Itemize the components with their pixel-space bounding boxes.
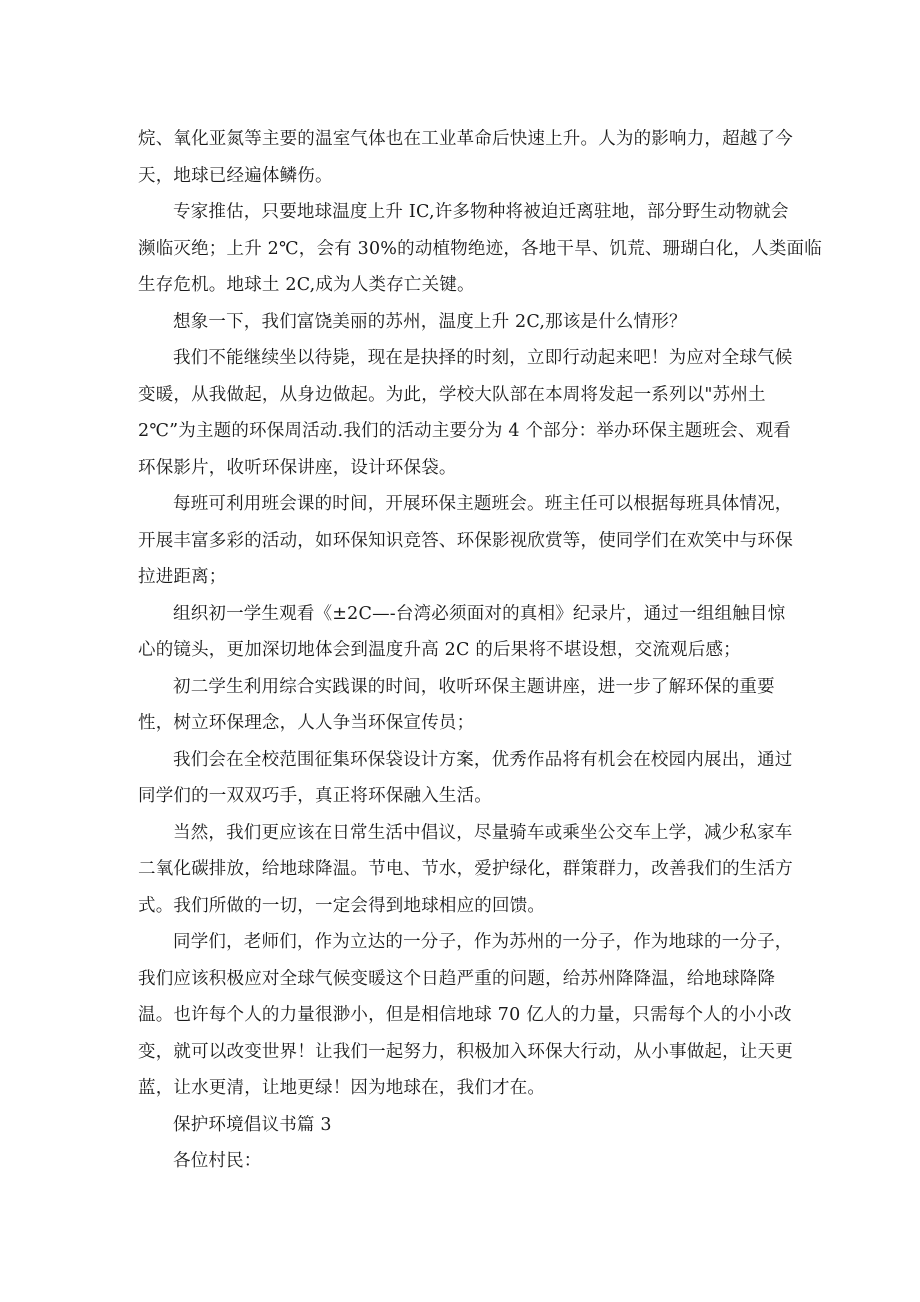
paragraph-line: 初二学生利用综合实践课的时间，收听环保主题讲座，进一步了解环保的重要	[173, 676, 775, 697]
paragraph	[138, 340, 793, 486]
paragraph-line: 保护环境倡议书篇 3	[173, 1114, 332, 1135]
paragraph-line: 当然，我们更应该在日常生活中倡议，尽量骑车或乘坐公交车上学，减少私家车	[173, 822, 793, 843]
paragraph-line: 我们应该积极应对全球气候变暖这个日趋严重的问题，给苏州降降温，给地球降降	[138, 968, 776, 989]
paragraph-line: 同学们，老师们，作为立达的一分子，作为苏州的一分子，作为地球的一分子，	[173, 932, 793, 952]
paragraph-line: 每班可利用班会课的时间，开展环保主题班会。班主任可以根据每班具体情况，	[173, 494, 793, 514]
paragraph-line: 蓝，让水更清，让地更绿！因为地球在，我们才在。	[138, 1078, 546, 1098]
paragraph-line: 变，就可以改变世界！让我们一起努力，积极加入环保大行动，从小事做起，让天更	[138, 1041, 793, 1062]
paragraph	[138, 1143, 778, 1180]
paragraph-line: 我们不能继续坐以待毙，现在是抉择的时刻，立即行动起来吧！为应对全球气候	[173, 348, 793, 368]
paragraph	[138, 669, 778, 742]
paragraph	[138, 1107, 778, 1144]
paragraph	[138, 486, 793, 596]
paragraph-line: 式。我们所做的一切，一定会得到地球相应的回馈。	[138, 895, 546, 916]
paragraph-line: 拉进距离；	[138, 567, 227, 587]
document-body	[138, 121, 822, 1180]
paragraph-line: 生存危机。地球土 2C,成为人类存亡关键。	[138, 275, 475, 295]
paragraph	[138, 304, 778, 341]
paragraph-line: 二氧化碳排放，给地球降温。节电、节水，爱护绿化，群策群力，改善我们的生活方	[138, 859, 793, 879]
paragraph-line: 烷、氧化亚氮等主要的温室气体也在工业革命后快速上升。人为的影响力，超越了今	[138, 129, 793, 149]
paragraph-line: 环保影片，收听环保讲座，设计环保袋。	[138, 457, 457, 478]
paragraph-line: 同学们的一双双巧手，真正将环保融入生活。	[138, 786, 492, 806]
paragraph-line: 开展丰富多彩的活动，如环保知识竞答、环保影视欣赏等，使同学们在欢笑中与环保	[138, 530, 793, 551]
paragraph-line: 想象一下，我们富饶美丽的苏州，温度上升 2C,那该是什么情形？	[173, 311, 687, 332]
paragraph-line: 天，地球已经遍体鳞伤。	[138, 165, 333, 186]
paragraph-line: 濒临灭绝；上升 2℃，会有 30%的动植物绝迹，各地干旱、饥荒、珊瑚白化，人类面临	[138, 238, 822, 259]
paragraph	[138, 742, 793, 815]
paragraph-line: 2℃”为主题的环保周活动.我们的活动主要分为 4 个部分：举办环保主题班会、观看	[138, 421, 791, 441]
paragraph-line: 心的镜头，更加深切地体会到温度升高 2C 的后果将不堪设想，交流观后感；	[138, 640, 741, 660]
paragraph-line: 我们会在全校范围征集环保袋设计方案，优秀作品将有机会在校园内展出，通过	[173, 749, 793, 770]
paragraph	[138, 924, 793, 1107]
paragraph	[138, 815, 793, 925]
paragraph	[138, 194, 822, 304]
paragraph-line: 温。也许每个人的力量很渺小，但是相信地球 70 亿人的力量，只需每个人的小小改	[138, 1005, 792, 1025]
paragraph-line: 性，树立环保理念，人人争当环保宣传员；	[138, 713, 475, 733]
paragraph	[138, 121, 793, 194]
paragraph-line: 专家推估，只要地球温度上升 IC,许多物种将被迫迁离驻地，部分野生动物就会	[173, 202, 789, 222]
paragraph-line: 变暖，从我做起，从身边做起。为此，学校大队部在本周将发起一系列以"苏州土	[138, 384, 766, 405]
paragraph-line: 组织初一学生观看《±2C—-台湾必须面对的真相》纪录片，通过一组组触目惊	[173, 603, 786, 624]
paragraph-line: 各位村民：	[173, 1151, 262, 1171]
paragraph	[138, 596, 786, 669]
